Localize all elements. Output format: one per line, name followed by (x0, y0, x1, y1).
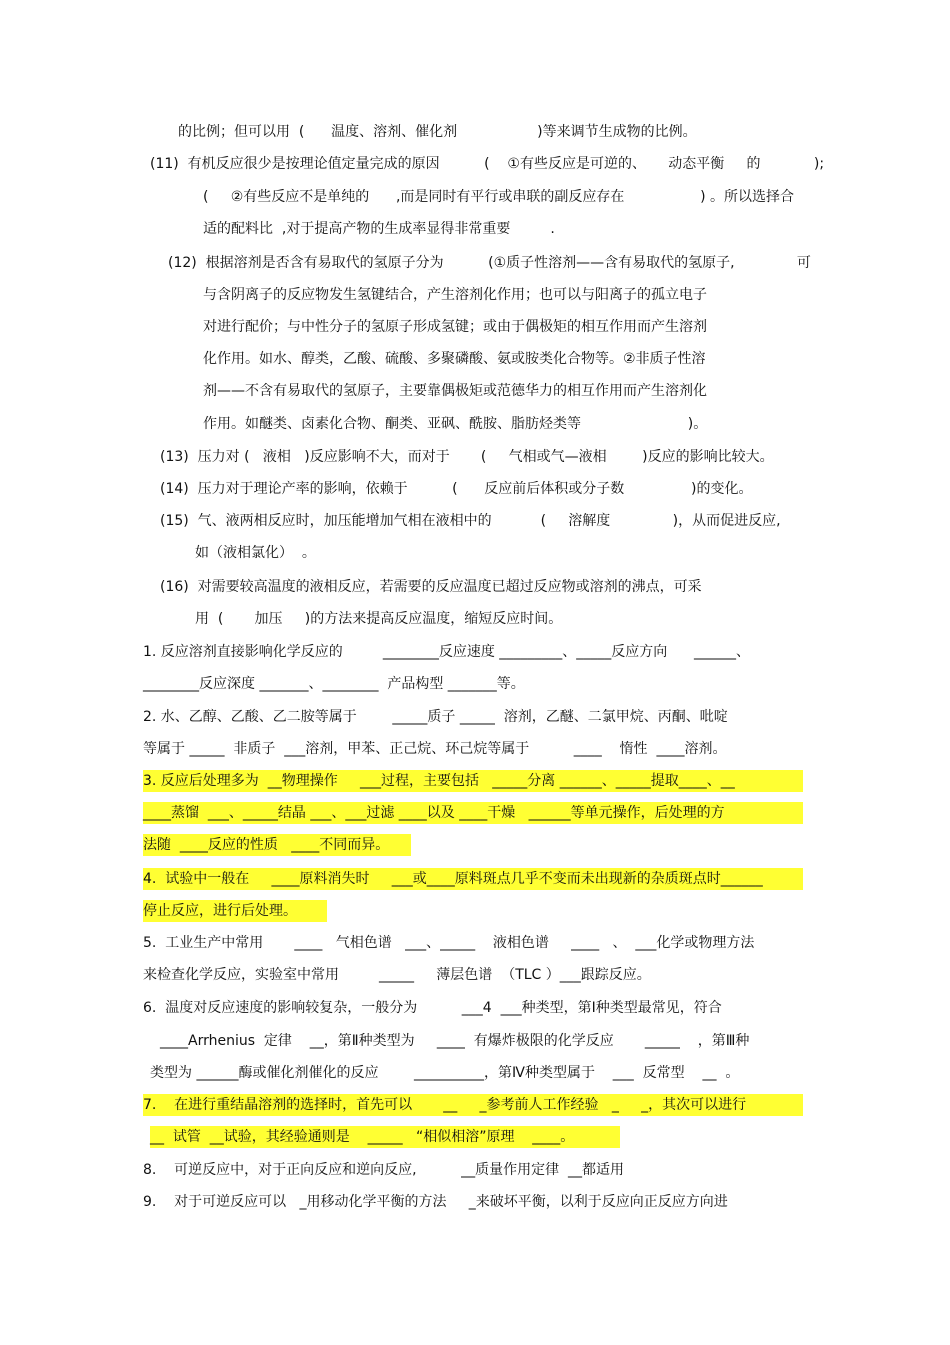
text-line: (11) 有机反应很少是按理论值定量完成的原因 ( ①有些反应是可逆的、 动态平衡 的 ); (150, 156, 825, 172)
question-2-line: 等属于 _____ 非质子 ___溶剂，甲苯、正己烷、环己烷等属于 ____ 惰性 ____溶剂。 (143, 741, 727, 757)
question-1-line: ________反应深度 _______、________ 产品构型 _______等。 (143, 676, 525, 692)
question-4-highlighted-line: 停止反应，进行后处理。 (143, 900, 327, 922)
text-line: 化作用。如水、醇类，乙酸、硫酸、多聚磷酸、氨或胺类化合物等。②非质子性溶 (203, 351, 706, 367)
text-line: 适的配料比 ,对于提高产物的生成率显得非常重要 . (203, 221, 555, 237)
text-line: 作用。如醚类、卤素化合物、酮类、亚砜、酰胺、脂肪烃类等 )。 (203, 416, 708, 432)
question-4-highlighted-line: 4. 试验中一般在 ____原料消失时 ___或____原料斑点几乎不变而未出现新的杂质斑点时______ (143, 868, 803, 890)
question-8-line: 8. 可逆反应中，对于正向反应和逆向反应, __质量作用定律 __都适用 (143, 1162, 625, 1178)
question-3-highlighted-line: ____蒸馏 ___、_____结晶 ___、___过滤 ____以及 ____干燥 ______等单元操作，后处理的方 (143, 802, 803, 824)
question-3-highlighted-line: 法随 ____反应的性质 ____不同而异。 (143, 834, 411, 856)
text-line: 剂——不含有易取代的氢原子，主要靠偶极矩或范德华力的相互作用而产生溶剂化 (203, 383, 707, 399)
question-2-line: 2. 水、乙醇、乙酸、乙二胺等属于 _____质子 _____ 溶剂，乙醚、二氯甲烷、丙酮、吡啶 (143, 709, 728, 725)
question-7-highlighted-line: 7. 在进行重结晶溶剂的选择时，首先可以 __ _参考前人工作经验 _ _，其次可以进行 (143, 1094, 803, 1116)
text-line: 如（液相氯化） 。 (195, 545, 316, 561)
text-line: (12) 根据溶剂是否含有易取代的氢原子分为 (①质子性溶剂——含有易取代的氢原子, 可 (168, 255, 811, 271)
question-1-line: 1. 反应溶剂直接影响化学反应的 ________反应速度 _________、_____反应方向 ______、 (143, 644, 751, 660)
question-6-line: ____Arrhenius 定律 __，第Ⅱ种类型为 ____ 有爆炸极限的化学反应 _____ ，第Ⅲ种 (160, 1033, 750, 1049)
text-line: (15) 气、液两相反应时，加压能增加气相在液相中的 ( 溶解度 )，从而促进反应, (160, 513, 781, 529)
text-line: 用 ( 加压 )的方法来提高反应温度，缩短反应时间。 (195, 611, 563, 627)
question-7-highlighted-line: __ 试管 __试验，其经验通则是 _____ “相似相溶”原理 ____。 (150, 1126, 620, 1148)
text-line: (13) 压力对 ( 液相 )反应影响不大，而对于 ( 气相或气—液相 )反应的影响比较大。 (160, 449, 774, 465)
question-6-line: 6. 温度对反应速度的影响较复杂，一般分为 ___4 ___种类型，第Ⅰ种类型最常见，符合 (143, 1000, 722, 1016)
question-3-highlighted-line: 3. 反应后处理多为 __物理操作 ___过程，主要包括 _____分离 ______、_____提取____、__ (143, 770, 803, 792)
text-line: 对进行配价；与中性分子的氢原子形成氢键；或由于偶极矩的相互作用而产生溶剂 (203, 319, 707, 335)
text-line: 的比例；但可以用 ( 温度、溶剂、催化剂 )等来调节生成物的比例。 (178, 124, 697, 140)
question-6-line: 类型为 ______酶或催化剂催化的反应 __________，第Ⅳ种类型属于 ___ 反常型 __ 。 (150, 1065, 740, 1081)
question-5-line: 来检查化学反应，实验室中常用 _____ 薄层色谱 （TLC ）___跟踪反应。 (143, 967, 651, 983)
question-5-line: 5. 工业生产中常用 ____ 气相色谱 ___、_____ 液相色谱 ____ 、 ___化学或物理方法 (143, 935, 755, 951)
question-9-line: 9. 对于可逆反应可以 _用移动化学平衡的方法 _来破坏平衡，以利于反应向正反应方向进 (143, 1194, 728, 1210)
text-line: ( ②有些反应不是单纯的 ,而是同时有平行或串联的副反应存在 ) 。所以选择合 (203, 189, 794, 205)
text-line: (16) 对需要较高温度的液相反应，若需要的反应温度已超过反应物或溶剂的沸点，可采 (160, 579, 702, 595)
text-line: (14) 压力对于理论产率的影响，依赖于 ( 反应前后体积或分子数 )的变化。 (160, 481, 753, 497)
text-line: 与含阴离子的反应物发生氢键结合，产生溶剂化作用；也可以与阳离子的孤立电子 (203, 287, 707, 303)
